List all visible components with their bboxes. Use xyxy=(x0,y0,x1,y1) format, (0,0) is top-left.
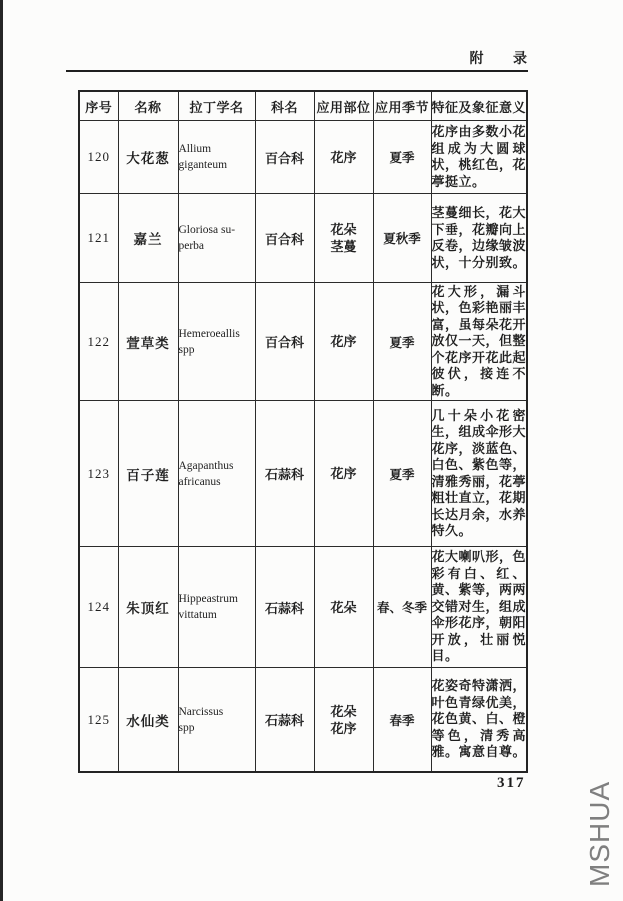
col-header-part: 应用部位 xyxy=(314,91,373,121)
latin-line: giganteum xyxy=(178,159,228,171)
cell-season: 春、冬季 xyxy=(373,547,431,668)
cell-latin xyxy=(178,121,255,194)
cell-no: 121 xyxy=(79,194,118,283)
cell-latin xyxy=(178,283,255,401)
cell-family: 石蒜科 xyxy=(255,547,314,668)
cell-part xyxy=(314,401,373,547)
table-header-row xyxy=(79,91,527,121)
part-line: 花朵 xyxy=(330,222,357,237)
cell-latin xyxy=(178,547,255,668)
latin-line: vittatum xyxy=(178,609,217,621)
latin-line: Hemeroeallis xyxy=(178,327,240,340)
part-line: 花朵 xyxy=(330,703,357,719)
cell-no: 125 xyxy=(79,668,118,773)
cell-part xyxy=(314,547,373,668)
table-row xyxy=(79,194,527,283)
running-head-appendix: 附 录 xyxy=(469,52,528,67)
col-header-features: 特征及象征意义 xyxy=(431,91,527,121)
cell-features: 茎蔓细长，花大下垂，花瓣向上反卷，边缘皱波状，十分别致。 xyxy=(431,194,527,283)
cell-features: 花序由多数小花组成为大圆球状，桃红色，花葶挺立。 xyxy=(431,121,527,194)
cell-no: 120 xyxy=(79,121,118,194)
part-line: 茎蔓 xyxy=(330,239,357,254)
col-header-no: 序号 xyxy=(79,91,118,121)
latin-line: Hippeastrum xyxy=(178,593,238,605)
cell-name: 嘉兰 xyxy=(118,194,178,283)
table-row xyxy=(79,401,527,547)
cell-latin xyxy=(178,401,255,547)
part-line: 花序 xyxy=(330,466,357,481)
table-row xyxy=(79,121,527,194)
page-number: 317 xyxy=(497,775,526,791)
col-header-family: 科名 xyxy=(255,91,314,121)
cell-family: 百合科 xyxy=(255,121,314,194)
part-line: 花朵 xyxy=(330,599,357,615)
cell-part xyxy=(314,283,373,401)
scan-edge-line xyxy=(0,0,3,901)
cell-part xyxy=(314,121,373,194)
cell-season: 夏季 xyxy=(373,283,431,401)
latin-line: Narcissus xyxy=(178,705,224,718)
cell-season: 春季 xyxy=(373,668,431,773)
cell-features: 几十朵小花密生，组成伞形大花序，淡蓝色、白色、紫色等，清雅秀丽，花葶粗壮直立，花期长达月余，水养特久。 xyxy=(431,401,527,547)
table-row xyxy=(79,547,527,668)
cell-family: 石蒜科 xyxy=(255,401,314,547)
latin-line: africanus xyxy=(178,475,221,488)
cell-part xyxy=(314,194,373,283)
latin-line: perba xyxy=(178,240,205,252)
latin-line: Gloriosa su- xyxy=(178,224,236,236)
cell-name: 大花葱 xyxy=(118,121,178,194)
flower-appendix-table xyxy=(78,90,528,773)
table-row xyxy=(79,668,527,773)
cell-no: 124 xyxy=(79,547,118,668)
cell-features: 花大形，漏斗状，色彩艳丽丰富，虽每朵花开放仅一天，但整个花序开花此起彼伏，接连不断。 xyxy=(431,283,527,401)
cell-features: 花姿奇特潇洒，叶色青绿优美，花色黄、白、橙等色，清秀高雅。寓意自尊。 xyxy=(431,668,527,773)
part-line: 花序 xyxy=(330,720,357,736)
cell-latin xyxy=(178,668,255,773)
latin-line: Agapanthus xyxy=(178,459,234,472)
cell-season: 夏季 xyxy=(373,401,431,547)
cell-season: 夏秋季 xyxy=(373,194,431,283)
cell-season: 夏季 xyxy=(373,121,431,194)
cell-latin xyxy=(178,194,255,283)
header-divider-rule xyxy=(66,70,528,72)
cell-name: 朱顶红 xyxy=(118,547,178,668)
latin-line: Allium xyxy=(178,143,212,155)
cell-features: 花大喇叭形，色彩有白、红、黄、紫等，两两交错对生，组成伞形花序，朝阳开放，壮丽悦目。 xyxy=(431,547,527,668)
cell-family: 百合科 xyxy=(255,283,314,401)
cell-part xyxy=(314,668,373,773)
latin-line: spp xyxy=(178,721,195,734)
cell-name: 百子莲 xyxy=(118,401,178,547)
cell-family: 百合科 xyxy=(255,194,314,283)
table-row xyxy=(79,283,527,401)
part-line: 花序 xyxy=(330,149,357,165)
part-line: 花序 xyxy=(330,334,357,349)
col-header-name: 名称 xyxy=(118,91,178,121)
cell-no: 122 xyxy=(79,283,118,401)
col-header-season: 应用季节 xyxy=(373,91,431,121)
cell-no: 123 xyxy=(79,401,118,547)
cell-family: 石蒜科 xyxy=(255,668,314,773)
cell-name: 萱草类 xyxy=(118,283,178,401)
cell-name: 水仙类 xyxy=(118,668,178,773)
mshua-watermark: MSHUA xyxy=(584,780,615,887)
latin-line: spp xyxy=(178,343,195,356)
col-header-latin: 拉丁学名 xyxy=(178,91,255,121)
